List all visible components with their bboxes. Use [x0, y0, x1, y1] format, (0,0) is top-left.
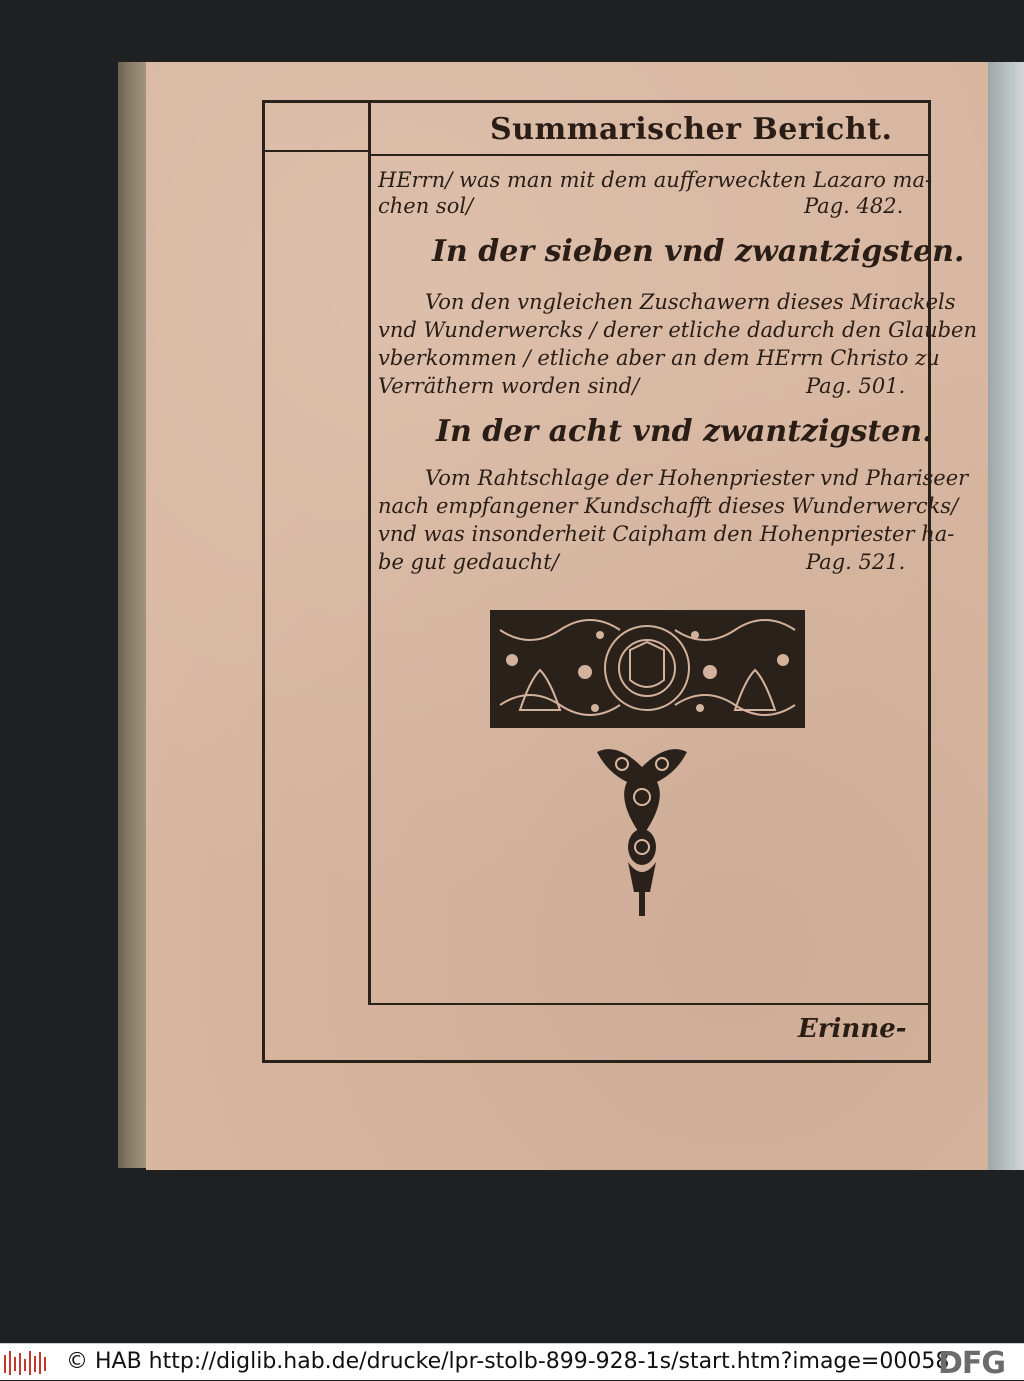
running-head: Summarischer Bericht. [490, 112, 893, 147]
entry-line: Vom Rahtschlage der Hohenpriester vnd Phariseer [425, 466, 969, 490]
section-heading: In der sieben vnd zwantzigsten. [432, 234, 965, 269]
book-page-edge [118, 62, 148, 1168]
entry-line: be gut gedaucht/ [378, 550, 559, 574]
barcode-logo-icon [4, 1351, 48, 1375]
entry-line: HErrn/ was man mit dem aufferweckten Lazaro ma- [378, 168, 933, 192]
entry-line: Verräthern worden sind/ [378, 374, 640, 398]
frame-rule-inner [368, 100, 371, 1005]
frame-rule-top [262, 100, 931, 103]
footer-bar [0, 1343, 1024, 1380]
entry-line: Von den vngleichen Zuschawern dieses Mirackels [425, 290, 956, 314]
footer-copyright-link[interactable]: © HAB http://diglib.hab.de/drucke/lpr-stolb-899-928-1s/start.htm?image=00058 [66, 1349, 950, 1374]
section-heading: In der acht vnd zwantzigsten. [436, 414, 933, 449]
page-reference: Pag. 501. [806, 374, 906, 398]
entry-line: nach empfangener Kundschafft dieses Wunderwercks/ [378, 494, 959, 518]
frame-rule-head-margin [262, 150, 370, 152]
entry-line: chen sol/ [378, 194, 474, 218]
page-reference: Pag. 482. [804, 194, 904, 218]
frame-rule-head [368, 154, 931, 156]
woodcut-ornament [490, 610, 805, 728]
fleuron-ornament [592, 742, 692, 918]
frame-rule-bottom [368, 1003, 931, 1005]
dfg-logo: DFG [938, 1346, 1006, 1381]
catchword: Erinne- [798, 1014, 907, 1044]
entry-line: vnd Wunderwercks / derer etliche dadurch den Glauben [378, 318, 978, 342]
page-reference: Pag. 521. [806, 550, 906, 574]
entry-line: vnd was insonderheit Caipham den Hohenpriester ha- [378, 522, 955, 546]
next-page-edge [988, 62, 1024, 1170]
entry-line: vberkommen / etliche aber an dem HErrn Christo zu [378, 346, 940, 370]
frame-rule-foot [262, 1060, 931, 1063]
frame-rule-left [262, 100, 265, 1062]
